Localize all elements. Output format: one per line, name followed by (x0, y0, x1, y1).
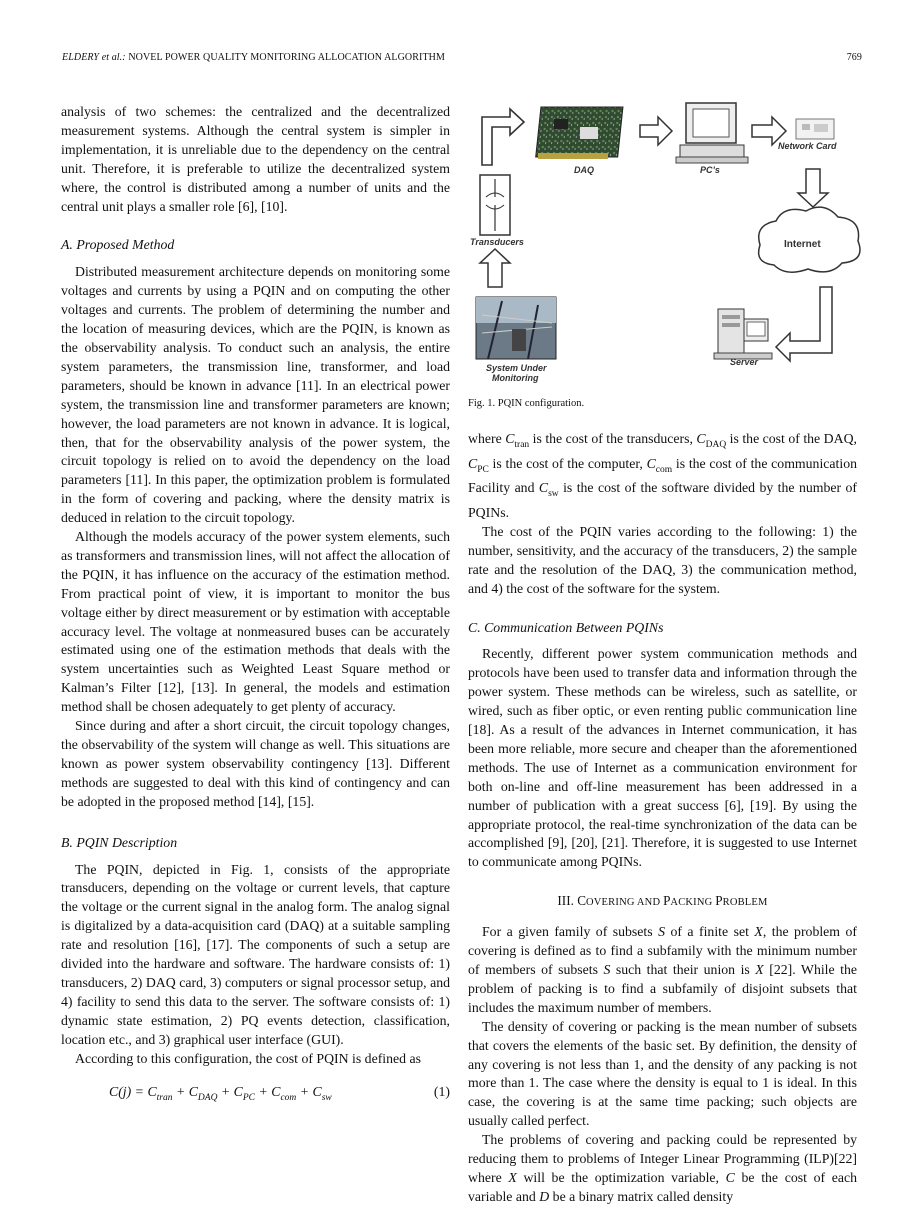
paragraph-3-2: The density of covering or packing is the mean number of subsets that covers the elements of the basic set. By definition, the density of any covering is not less than 1, and the density of any packing is not more than 1. The case where the density is equal to 1 is ideal. In this case, the covering is at the same time packing; such objects are usually called perfect. (468, 1018, 857, 1129)
label-server: Server (730, 357, 759, 367)
running-header (62, 52, 862, 68)
paragraph-b2: According to this configuration, the cost of PQIN is defined as (75, 1050, 421, 1066)
paragraph-3-1: For a given family of subsets S of a finite set X, the problem of covering is defined as to find a subfamily with the minimum number of members of subsets S such that their union is X [22]. While the problem of packing is to find a subfamily of disjoint subsets that includes the maximum number of members. (468, 924, 858, 1015)
paragraph-a1: Distributed measurement architecture depends on monitoring some voltages and currents by using a PQIN and on computing the other voltages and currents. The problem of determining the number and the location of measuring devices, which are the PQIN, is known as the observability analysis. To conduct such an analysis, the entire system parameters, the transmission line, transformer, and load parameters, should be known in advance [11]. In an electrical power system, the transmission line and transformer parameters are known; however, the load parameters are not known in advance. It is logical, then, that for the observability analysis of the power system, the circuit topology is relied on to avoid the dependency on the load parameters [11]. In this paper, the optimization problem is formulated in the form of covering and packing, where the density matrix is deduced in relation to the circuit topology. (61, 264, 450, 526)
label-internet: Internet (784, 239, 821, 250)
transducer-icon (480, 175, 510, 235)
server-icon (714, 309, 772, 359)
equation-1-number: (1) (433, 1083, 450, 1099)
header-title: ELDERY et al.: NOVEL POWER QUALITY MONITORING ALLOCATION ALGORITHM (62, 52, 445, 63)
arrow-system-transducer (480, 249, 510, 287)
network-card-icon (796, 119, 834, 139)
equation-1 (61, 1083, 450, 1103)
arrow-daq-pc (640, 117, 672, 145)
subsection-a-heading: A. Proposed Method (61, 237, 175, 253)
paragraph-cost: The cost of the PQIN varies according to the following: 1) the number, sensitivity, and the accuracy of the transducers, 2) the sample rate and the resolution of the DAQ, 3) the communication method, and 4) the cost of the software for the system. (468, 523, 857, 596)
paragraph-b1: The PQIN, depicted in Fig. 1, consists of the appropriate transducers, depending on the voltage or current levels, that capture the voltage or the current signal in the analog form. The analog signal is digitalized by a data-acquisition card (DAQ) at a suitable sampling rate and resolution [16], [17]. The components of such a setup are divided into the hardware and software. The hardware consists of: 1) transducers, 2) DAQ card, 3) computers or signal processor setup, and 4) facility to send this data to the server. The software consists of: 1) dynamic state estimation, 2) PQ events detection, classification, location etc., and 3) graphical user interface (GUI). (61, 861, 450, 1047)
label-system-1: System Under (486, 363, 547, 373)
label-transducers: Transducers (470, 237, 524, 247)
corner-arrow (482, 109, 524, 165)
daq-card-icon (536, 107, 623, 159)
paragraph-a2: Although the models accuracy of the power system elements, such as transformers and transmission lines, will not affect the allocation of the PQIN, it has influence on the accuracy of the estimation method. From practical point of view, it is important to monitor the bus voltage either by direct measurement or by estimation with acceptable accuracy level. The voltage at nonmeasured buses can be accurately estimated using one of the estimation methods that deals with the system uncertainties such as Weighted Least Square method or Kalman’s Filter [12], [13]. In general, the models and estimation method shall be chosen adequately to get plenty of accuracy. (61, 529, 450, 715)
label-network-card: Network Card (778, 141, 837, 151)
paragraph-where: where $C_{tran}$ is the cost of the transducers, $C_{DAQ}$ is the cost of the DAQ, $C_{PC}$ is the cost of the computer, $C_{com}$ is the cost of the communication Facility and $C_{sw}$ is the cost of the software divided by the number of PQINs. (468, 431, 858, 520)
pc-icon (676, 103, 748, 163)
equation-1-body: $C(j) = C_{tran} + C_{DAQ} + C_{PC} + C_{com} + C_{sw}$ (109, 1083, 332, 1103)
page-number: 769 (846, 52, 862, 63)
label-pcs: PC’s (700, 165, 720, 175)
figure-1-caption: Fig. 1. PQIN configuration. (468, 398, 585, 409)
left-column (61, 103, 450, 1103)
paragraph-c1: Recently, different power system communication methods and protocols have been used to transfer data and information through the power system. These methods can be wireless, such as satellite, or wired, such as fiber optic, or even renting public communication line [18]. As a result of the advances in Internet communication, it has been more reliable, more secure and cheaper than the aforementioned methods. The use of Internet as a communication environment for both on-line and off-line measurement has been addressed in a number of publication with a great success [6], [19]. By using the appropriate protocol, the real-time synchronization of the data can be accomplished [9], [20], [21]. Therefore, it is suggested to use Internet to communicate among PQINs. (468, 646, 857, 870)
section-3-heading: III. COVERING AND PACKING PROBLEM (557, 893, 768, 909)
figure-1 (468, 97, 868, 387)
paragraph-3-3: The problems of covering and packing could be represented by reducing them to problems of Integer Linear Programming (ILP)[22] where X will be the optimization variable, C be the cost of each variable and D be a binary matrix called density (468, 1132, 857, 1204)
paragraph-a3: Since during and after a short circuit, the circuit topology changes, the observability of the system will change as well. This situations are known as power system observability contingency [13]. Different methods are suggested to deal with this kind of contingency and can be adopted in the proposed method [14], [15]. (61, 718, 450, 809)
label-daq: DAQ (574, 165, 594, 175)
subsection-b-heading: B. PQIN Description (61, 834, 178, 850)
label-system-2: Monitoring (492, 373, 539, 383)
paragraph-intro: analysis of two schemes: the centralized and the decentralized measurement systems. Although the central system is simpler in implementation, it is unreliable due to the dependency on the central unit. Therefore, it is preferable to utilize the decentralized system where, the control is distributed among a number of units and the central unit plays a smaller role [6], [10]. (61, 104, 450, 214)
right-column (468, 430, 857, 1207)
arrow-network-internet (798, 169, 828, 207)
arrow-internet-server (776, 287, 832, 361)
system-under-monitoring-photo (476, 297, 556, 359)
subsection-c-heading: C. Communication Between PQINs (468, 619, 664, 635)
